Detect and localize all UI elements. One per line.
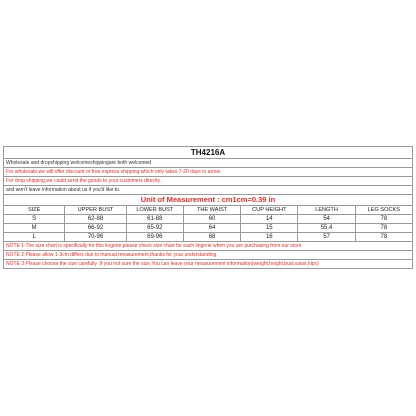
header-cell: CUP HEIGHT — [241, 206, 298, 215]
table-cell: 55.4 — [298, 224, 355, 233]
table-cell: 78 — [355, 233, 412, 242]
table-row — [4, 224, 413, 233]
table-cell: 69-96 — [126, 233, 183, 242]
table-cell: 64 — [183, 224, 240, 233]
table-cell: 60 — [183, 215, 240, 224]
table-cell: L — [4, 233, 65, 242]
table-row — [4, 233, 413, 242]
size-chart — [3, 146, 413, 269]
table-cell: 57 — [298, 233, 355, 242]
header-cell: LEG SOCKS — [355, 206, 412, 215]
table-cell: 16 — [241, 233, 298, 242]
intro-note-discount: For wholesale,we will offer discount or free express shipping which only takes 7-20 days to arrive. — [4, 168, 413, 177]
table-cell: M — [4, 224, 65, 233]
table-cell: 61-88 — [126, 215, 183, 224]
intro-note-dropship: For drop shipping,we could send the goods to your customers directly. — [4, 177, 413, 186]
unit-banner: Unit of Measurement : cm1cm=0.39 in — [4, 195, 413, 206]
intro-note-privacy: and won't leave information about us if you'd like to. — [4, 186, 413, 195]
footer-note-1: NOTE 1:The size chart is specifically for this lingerie,please check size chart for each lingerie when you are purchasing from our store — [4, 242, 413, 251]
table-header-row — [4, 206, 413, 215]
header-cell: UPPER BUST — [65, 206, 126, 215]
table-cell: 54 — [298, 215, 355, 224]
table-cell: 70-96 — [65, 233, 126, 242]
table-cell: S — [4, 215, 65, 224]
table-cell: 62-88 — [65, 215, 126, 224]
footer-note-3: NOTE 3:Please choose the size carefully ,If you not sure the size,You can leave your measurement information(weight,height,bust,waist,hips) — [4, 260, 413, 269]
header-cell: LENGTH — [298, 206, 355, 215]
table-cell: 66-92 — [65, 224, 126, 233]
table-cell: 14 — [241, 215, 298, 224]
header-cell: LOWER BUST — [126, 206, 183, 215]
table-cell: 78 — [355, 224, 412, 233]
product-code-title: TH4216A — [4, 147, 413, 159]
footer-note-2: NOTE 2:Please allow 1-3cm differs due to manual measurement,thanks for your understanding — [4, 251, 413, 260]
intro-note-wholesale: Wholesale and dropshipping welcomeshippingare both welcomed — [4, 159, 413, 168]
table-cell: 78 — [355, 215, 412, 224]
table-row — [4, 215, 413, 224]
table-cell: 68 — [183, 233, 240, 242]
table-cell: 15 — [241, 224, 298, 233]
header-cell: THE WAIST — [183, 206, 240, 215]
header-cell: SIZE — [4, 206, 65, 215]
table-cell: 65-92 — [126, 224, 183, 233]
